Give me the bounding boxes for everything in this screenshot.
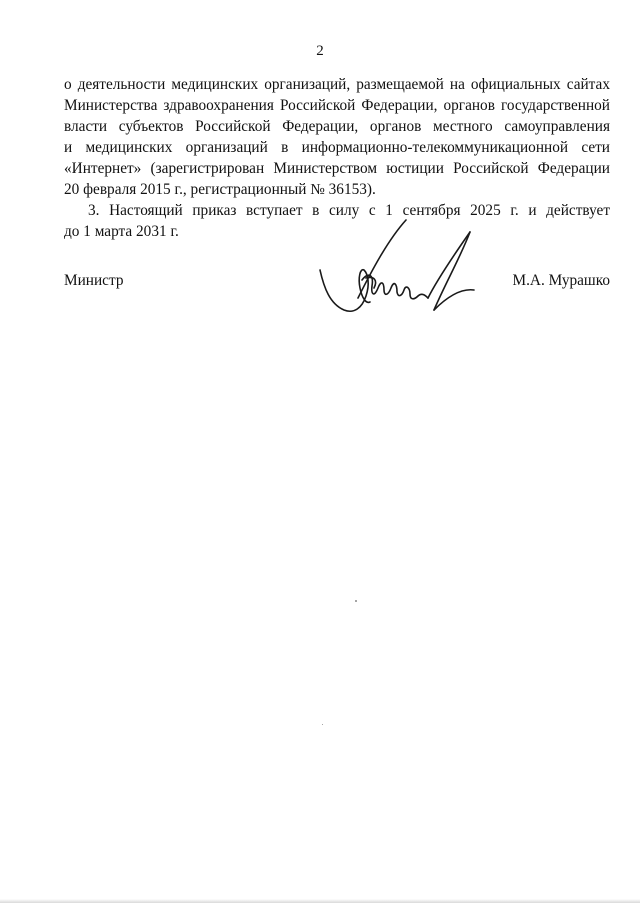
text-line: о деятельности медицинских организаций, размещаемой на официальных сайтах — [64, 76, 610, 93]
text-line: «Интернет» (зарегистрирован Министерством юстиции Российской Федерации — [64, 160, 610, 177]
scan-edge — [0, 899, 640, 903]
text-line: и медицинских организаций в информационно-телекоммуникационной сети — [64, 139, 610, 156]
page-number: 2 — [316, 43, 324, 59]
scan-speck — [322, 724, 323, 725]
text-line: власти субъектов Российской Федерации, органов местного самоуправления — [64, 118, 610, 135]
text-line: 3. Настоящий приказ вступает в силу с 1 сентября 2025 г. и действует — [88, 202, 610, 219]
text-line: до 1 марта 2031 г. — [64, 223, 179, 240]
document-body — [64, 74, 610, 242]
text-line: Министерства здравоохранения Российской Федерации, органов государственной — [64, 97, 610, 114]
signatory-position: Министр — [64, 272, 124, 289]
signatory-name: М.А. Мурашко — [512, 272, 610, 289]
handwritten-signature — [314, 218, 484, 323]
scan-speck — [355, 600, 357, 602]
text-line: 20 февраля 2015 г., регистрационный № 36153). — [64, 181, 376, 198]
